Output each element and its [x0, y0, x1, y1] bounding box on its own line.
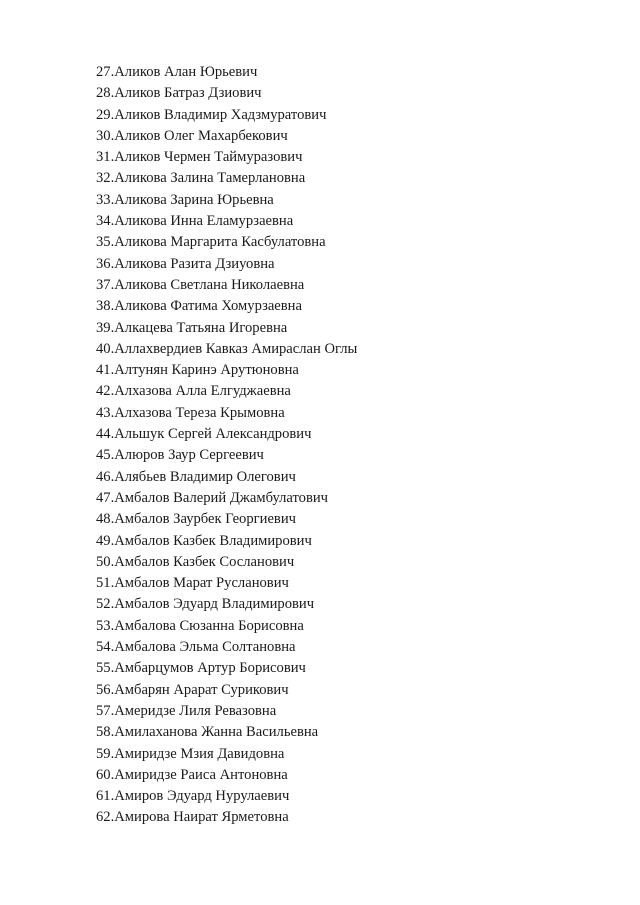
list-item: 44.Альшук Сергей Александрович — [96, 426, 312, 443]
list-item: 41.Алтунян Каринэ Арутюновна — [96, 362, 299, 379]
list-item: 32.Аликова Залина Тамерлановна — [96, 170, 306, 187]
list-item: 60.Амиридзе Раиса Антоновна — [96, 766, 288, 783]
list-item: 35.Аликова Маргарита Касбулатовна — [96, 234, 326, 251]
list-item: 62.Амирова Наират Ярметовна — [96, 809, 289, 826]
list-item: 58.Амилаханова Жанна Васильевна — [96, 724, 319, 741]
list-item: 37.Аликова Светлана Николаевна — [96, 276, 305, 293]
list-item: 34.Аликова Инна Еламурзаевна — [96, 213, 294, 230]
list-item: 40.Аллахвердиев Кавказ Амираслан Оглы — [96, 340, 358, 357]
list-item: 38.Аликова Фатима Хомурзаевна — [96, 298, 302, 315]
list-item: 36.Аликова Разита Дзиуовна — [96, 255, 275, 272]
list-item: 33.Аликова Зарина Юрьевна — [96, 191, 274, 208]
list-item: 59.Амиридзе Мзия Давидовна — [96, 745, 285, 762]
list-item: 42.Алхазова Алла Елгуджаевна — [96, 383, 291, 400]
list-item: 61.Амиров Эдуард Нурулаевич — [96, 788, 290, 805]
list-item: 49.Амбалов Казбек Владимирович — [96, 532, 312, 549]
list-item: 55.Амбарцумов Артур Борисович — [96, 660, 306, 677]
list-item: 52.Амбалов Эдуард Владимирович — [96, 596, 315, 613]
list-item: 51.Амбалов Марат Русланович — [96, 575, 289, 592]
list-item: 57.Америдзе Лиля Ревазовна — [96, 702, 277, 719]
list-item: 28.Аликов Батраз Дзиович — [96, 85, 262, 102]
list-item: 45.Алюров Заур Сергеевич — [96, 447, 264, 464]
list-item: 31.Аликов Чермен Таймуразович — [96, 149, 303, 166]
list-item: 53.Амбалова Сюзанна Борисовна — [96, 617, 304, 634]
list-item: 47.Амбалов Валерий Джамбулатович — [96, 489, 329, 506]
list-item: 27.Аликов Алан Юрьевич — [96, 64, 258, 80]
list-item: 50.Амбалов Казбек Сосланович — [96, 553, 295, 570]
list-item: 46.Алябьев Владимир Олегович — [96, 468, 296, 485]
list-item: 48.Амбалов Заурбек Георгиевич — [96, 511, 296, 528]
list-item: 54.Амбалова Эльма Солтановна — [96, 639, 296, 656]
list-item: 30.Аликов Олег Махарбекович — [96, 127, 288, 144]
list-item: 56.Амбарян Арарат Сурикович — [96, 681, 289, 698]
list-item: 43.Алхазова Тереза Крымовна — [96, 404, 285, 421]
list-item: 39.Алкацева Татьяна Игоревна — [96, 319, 288, 336]
name-list — [96, 62, 357, 829]
list-item: 29.Аликов Владимир Хадзмуратович — [96, 106, 327, 123]
